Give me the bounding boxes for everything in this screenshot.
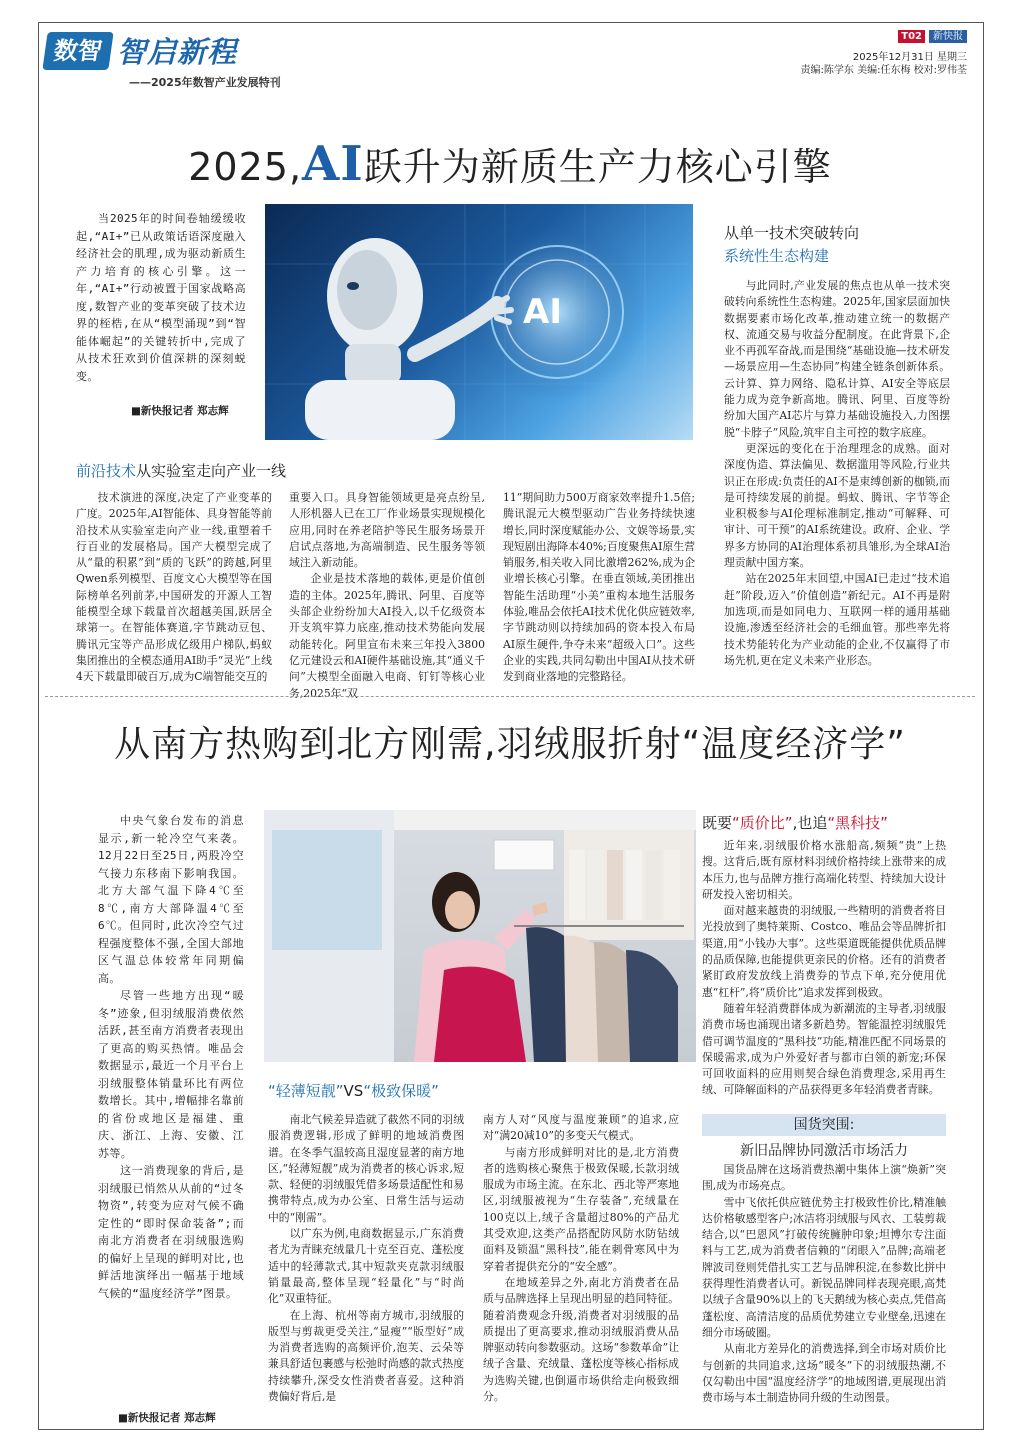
col4-para1: 与此同时,产业发展的焦点也从单一技术突破转向系统性生态构建。2025年,国家层面加快数据要素市场化改革,推动建立统一的数据产权、流通交易与收益分配制度。在此背景下,企业不再孤军奋战,而是围绕“基础设施—技术研发—场景应用—生态协同”构建全链条创新体系。云计算、算力网络、隐私计算、AI安全等底层能力成为竞争新高地。腾讯、阿里、百度等纷纷加大国产AI芯片与算力基础设施投入,力图摆脱“卡脖子”风险,筑牢自主可控的数字底座。 [724,279,950,439]
article2-col4 [702,1162,946,1406]
page-meta [801,30,967,77]
a2col3-para3: 随着年轻消费群体成为新潮流的主导者,羽绒服消费市场也涌现出诸多新趋势。智能温控羽绒服凭借可调节温度的“黑科技”功能,精准匹配不同场景的保暖需求,成为户外爱好者与都市白领的新宠;环保可回收面料的应用则契合绿色消费理念,采用再生绒、可降解面料的产品获得更多年轻消费者青睐。 [702,1001,946,1097]
col1-para1: 技术演进的深度,决定了产业变革的广度。2025年,AI智能体、具身智能等前沿技术从实验室走向产业一线,重塑着千行百业的发展格局。国产大模型完成了从“量的积累”到“质的飞跃”的跨越,阿里Qwen系列模型、百度文心大模型等在国际榜单名列前茅,中国研发的开源人工智能模型全球下载量首次超越美国,跃居全球第一。在智能体赛道,字节跳动豆包、腾讯元宝等产品形成亿级用户梯队,蚂蚁集团推出的全模态通用AI助手“灵光”上线4天下载量即破百万,成为C端智能交互的 [76,491,272,684]
article2-lead-para2: 尽管一些地方出现“暖冬”迹象,但羽绒服消费依然活跃,甚至南方消费者表现出了更高的购买热情。唯品会数据显示,最近一个月平台上羽绒服整体销量环比有两位数增长。其中,增幅排名靠前的省份或地区是福建、重庆、浙江、上海、安徽、江苏等。 [98,989,244,1160]
headline-prefix: 2025, [188,145,303,189]
subhead2-part3: ,也追 [792,814,828,832]
section-divider [45,696,975,697]
a2col2-para2: 与南方形成鲜明对比的是,北方消费者的选购核心聚焦于极致保暖,长款羽绒服成为市场主流。在东北、西北等严寒地区,羽绒服被视为“生存装备”,充绒量在100克以上,绒子含量超过80%的产品尤其受欢迎,这类产品搭配防风防水防钻绒面料及锁温“黑科技”,能在刺骨寒风中为穿着者提供充分的“安全感”。 [483,1145,679,1273]
robot-illustration [265,204,693,440]
subhead-vs: VS [343,1082,364,1100]
paper-name: 新快报 [929,30,967,43]
a2col1-para1: 南北气候差异造就了截然不同的羽绒服消费逻辑,形成了鲜明的地域消费图谱。在冬季气温较高且湿度显著的南方地区,“轻薄短靓”成为消费者的核心诉求,短款、轻便的羽绒服凭借多场景适配性和易携带特点,成为办公室、日常生活与运动中的“刚需”。 [268,1113,464,1224]
article1-col3 [503,490,695,686]
subhead-north: “极致保暖” [363,1082,439,1100]
col2-para2: 企业是技术落地的载体,更是价值创造的主体。2025年,腾讯、阿里、百度等头部企业纷纷加大AI投入,以千亿级资本开支筑牢算力底座,推动技术势能向发展动能转化。阿里宣布未来三年投入3800亿元建设云和AI硬件基础设施,其“通义千问”大模型全面融入电商、钉钉等核心业务,2025年“双 [289,572,485,700]
subhead2-part1: 既要 [702,814,733,832]
a2col4-para1: 国货品牌在这场消费热潮中集体上演“焕新”突围,成为市场亮点。 [702,1163,946,1193]
a2col1-para2: 以广东为例,电商数据显示,广东消费者尤为青睐充绒量几十克至百克、蓬松度适中的轻薄款式,其中短款夹克款羽绒服销量最高,整体呈现“轻量化”与“时尚化”双重特征。 [268,1227,464,1306]
editors-line: 责编:陈学东 美编:任东梅 校对:罗伟荃 [800,65,967,76]
headline-rest: 跃升为新质生产力核心引擎 [363,145,832,189]
col4-para3: 站在2025年末回望,中国AI已走过“技术追赶”阶段,迈入“价值创造”新纪元。AI不再是附加选项,而是如同电力、互联网一样的通用基础设施,渗透至经济社会的毛细血管。那些率先将技术势能转化为产业动能的企业,不仅赢得了市场先机,更在定义未来产业形态。 [724,572,950,667]
article2-byline: ■新快报记者 郑志辉 [118,1412,216,1424]
a2col3-para1: 近年来,羽绒服价格水涨船高,频频“贵”上热搜。这背后,既有原材料羽绒价格持续上涨带来的成本压力,也与品牌方推行高端化转型、持续加大设计研发投入密切相关。 [702,839,946,901]
article2-subhead-left [268,1080,439,1101]
a2col4-para2: 雪中飞依托供应链优势主打极致性价比,精准触达价格敏感型客户;冰洁将羽绒服与风衣、工装剪裁结合,以“巴恩风”打破传统臃肿印象;坦博尔专注面料与工艺,成为消费者信赖的“闭眼入”品牌;高端老牌波司登则凭借扎实工艺与品牌积淀,在参数比拼中获得理性消费者认可。新锐品牌同样表现亮眼,高梵以绒子含量90%以上的飞天鹅绒为核心卖点,凭借高蓬松度、高清洁度的品质优势建立专业壁垒,迅速在细分市场破圈。 [702,1195,946,1339]
col3-para1: 11”期间助力500万商家效率提升1.5倍;腾讯混元大模型驱动广告业务持续快速增长,同时深度赋能办公、文娱等场景,实现短剧出海降本40%;百度聚焦AI原生营销服务,相关收入同比激增262%,成为企业增长核心引擎。在垂直领域,美团推出智能生活助理“小美”重构本地生活服务体验,唯品会依托AI技术优化供应链效率,字节跳动则以持续加码的资本投入布局AI原生硬件,争夺未来“超级入口”。这些企业的实践,共同勾勒出中国AI从技术研发到商业落地的完整路径。 [503,491,695,684]
article1-byline: ■新快报记者 郑志辉 [131,405,229,417]
article2-subhead-right [702,812,888,833]
article2-col3 [702,838,946,1099]
special-issue-subtitle: ——2025年数智产业发展特刊 [129,76,281,89]
store-illustration [264,810,696,1062]
article1-col1 [76,490,272,686]
article1-lead [76,210,246,385]
article1-subhead-right [724,222,859,268]
article2-lead-para1: 中央气象台发布的消息显示,新一轮冷空气来袭。12月22日至25日,两股冷空气接力东移南下影响我国。北方大部气温下降4℃至8℃,南方大部降温4℃至6℃。但同时,此次冷空气过程强度整体不强,全国大部地区气温总体较常年同期偏高。 [98,814,244,985]
subhead2-value: “质价比” [732,814,793,832]
special-issue-title: 智启新程 [117,35,238,69]
subhead-left-highlight: 前沿技术 [76,462,137,480]
col4-para2: 更深远的变化在于治理理念的成熟。面对深度伪造、算法偏见、数据滥用等风险,行业共识正在形成:负责任的AI不是束缚创新的枷锁,而是可持续发展的前提。蚂蚁、腾讯、字节等企业积极参与AI伦理标准制定,推动“可解释、可审计、可干预”的AI系统建设。政府、企业、学界多方协同的AI治理体系初具雏形,为全球AI治理贡献中国方案。 [724,441,950,570]
article1-subhead-left [76,460,286,481]
ai-robot-photo [265,204,693,440]
ai-glow-label: AI [523,292,562,332]
subhead-right-line2: 系统性生态构建 [724,247,830,265]
subhead-left-rest: 从实验室走向产业一线 [136,462,287,480]
down-jacket-store-photo [264,810,696,1062]
brand-logo: 数智 [42,32,113,70]
subhead-right-line1: 从单一技术突破转向 [724,224,860,242]
domestic-brands-box-title: 国货突围: [702,1114,946,1136]
article1-headline [45,136,975,192]
article2-headline: 从南方热购到北方刚需,羽绒服折射“温度经济学” [114,724,906,765]
masthead [45,30,975,92]
page-number: T02 [898,30,925,43]
col2-para1: 重要入口。具身智能领域更是亮点纷呈,人形机器人已在工厂作业场景实现规模化应用,同时在养老陪护等民生服务场景开启试点落地,为高端制造、民生服务等领域注入新动能。 [289,491,485,570]
lead-text: 当2025年的时间卷轴缓缓收起,“AI+”已从政策话语深度融入经济社会的肌理,成为驱动新质生产力培育的核心引擎。这一年,“AI+”行动被置于国家战略高度,数智产业的变革突破了技术边界的桎梏,在从“模型涌现”到“智能体崛起”的关键转折中,完成了从技术狂欢到价值深耕的深刻蜕变。 [76,212,246,383]
article2-lead-para3: 这一消费现象的背后,是羽绒服已悄然从从前的“过冬物资”,转变为应对气候不确定性的“即时保命装备”;而南北方消费者在羽绒服选购的偏好上呈现的鲜明对比,也鲜活地演绎出一幅基于地域气候的“温度经济学”图景。 [98,1164,244,1300]
article1-col2 [289,490,485,702]
a2col4-para3: 从南北方差异化的消费选择,到全市场对质价比与创新的共同追求,这场“暖冬”下的羽绒服热潮,不仅勾勒出中国“温度经济学”的地域图谱,更展现出消费市场与本土制造协同升级的生动图景。 [702,1342,946,1405]
a2col2-para1: 南方人对“风度与温度兼顾”的追求,应对“满20减10”的多变天气模式。 [483,1113,679,1143]
a2col1-para3: 在上海、杭州等南方城市,羽绒服的版型与剪裁更受关注,“显瘦”“版型好”成为消费者选购的高频评价,泡芙、云朵等兼具舒适包裹感与松弛时尚感的款式热度持续攀升,深受女性消费者喜爱。这种消费偏好背后,是 [268,1308,464,1404]
headline-ai: AI [302,136,364,192]
subhead-south: “轻薄短靓” [268,1082,344,1100]
domestic-brands-box-subtitle: 新旧品牌协同激活市场活力 [740,1143,908,1159]
a2col2-para3: 在地域差异之外,南北方消费者在品质与品牌选择上呈现出明显的趋同特征。随着消费观念升级,消费者对羽绒服的品质提出了更高要求,推动羽绒服消费从品牌驱动转向参数驱动。这场“参数革命”让绒子含量、充绒量、蓬松度等核心指标成为选购关键,也倒逼市场供给走向极致细分。 [483,1275,679,1404]
a2col3-para2: 面对越来越贵的羽绒服,一些精明的消费者将目光投放到了奥特莱斯、Costco、唯品会等品牌折扣渠道,用“小钱办大事”。这些渠道既能提供优质品牌的品质保障,也能提供更亲民的价格。还有的消费者紧盯政府发放线上消费券的节点下单,充分使用优惠“杠杆”,将“质价比”追求发挥到极致。 [702,904,946,999]
article2-lead [98,812,244,1302]
date-line: 2025年12月31日 星期三 [852,52,967,63]
article1-col4 [724,278,950,669]
article2-col2 [483,1112,679,1405]
subhead2-tech: “黑科技” [827,814,888,832]
article2-col1 [268,1112,464,1405]
